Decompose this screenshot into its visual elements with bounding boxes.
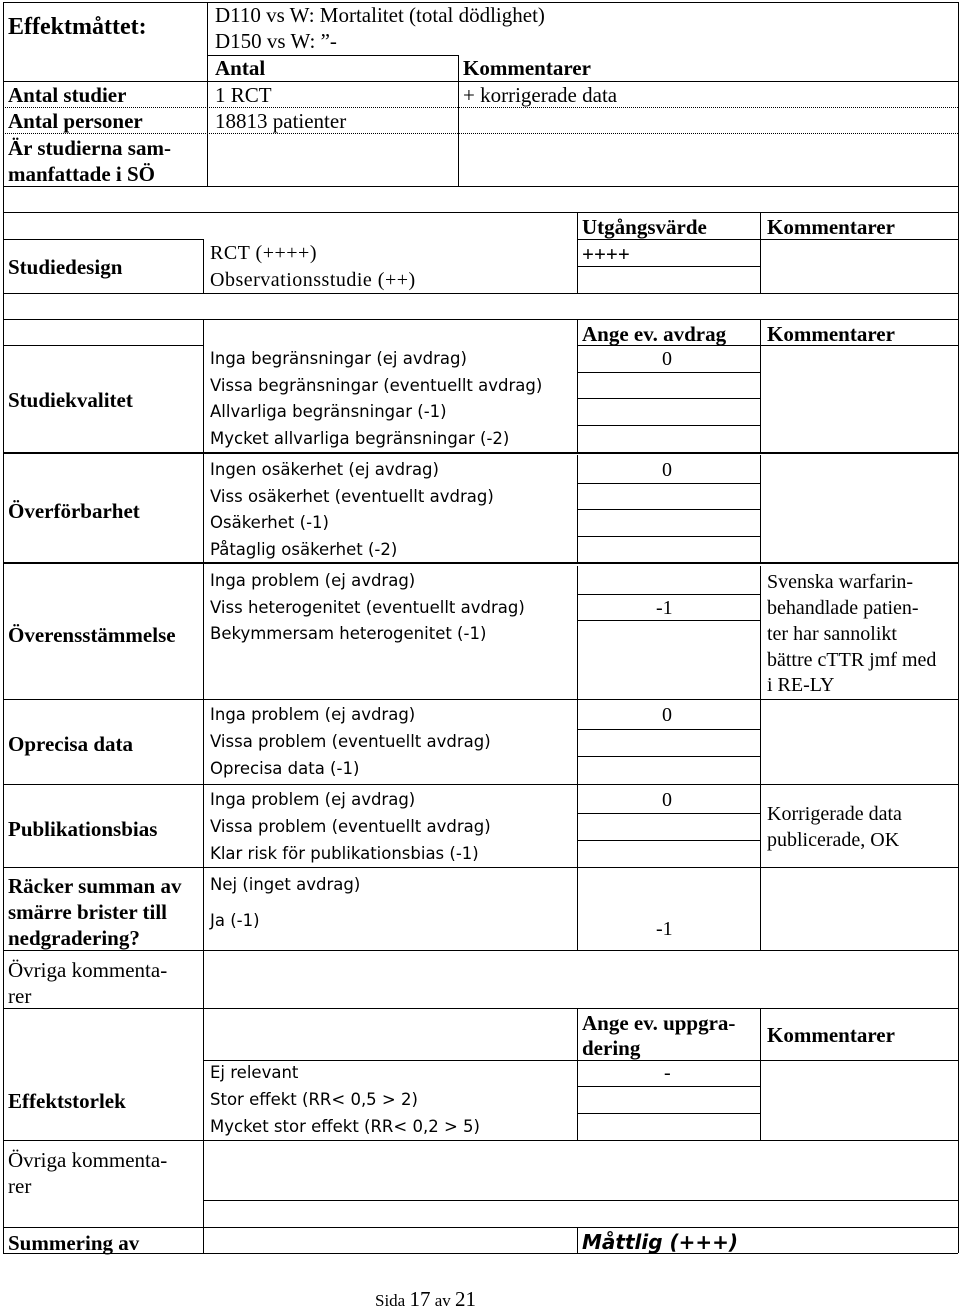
racker-option-nej: Nej (inget avdrag) <box>210 875 361 894</box>
overforbarhet-label: Överförbarhet <box>8 499 140 523</box>
studiedesign-value: ++++ <box>582 242 630 266</box>
antal-studier-label: Antal studier <box>8 83 127 107</box>
oprecisa-option-1: Inga problem (ej avdrag) <box>210 705 416 724</box>
col-header-antal: Antal <box>215 56 266 80</box>
header-ange-uppgradering-2: dering <box>582 1036 641 1060</box>
effektstorlek-option-2: Stor effekt (RR< 0,5 > 2) <box>210 1090 418 1109</box>
racker-summan-label-2: smärre brister till <box>8 900 168 924</box>
publikationsbias-label: Publikationsbias <box>8 817 158 841</box>
oprecisa-option-2: Vissa problem (eventuellt avdrag) <box>210 732 491 751</box>
antal-personer-label: Antal personer <box>8 109 143 133</box>
overensstammelse-option-2: Viss heterogenitet (eventuellt avdrag) <box>210 598 525 617</box>
publikationsbias-option-2: Vissa problem (eventuellt avdrag) <box>210 817 491 836</box>
racker-option-ja: Ja (-1) <box>210 911 260 930</box>
overforbarhet-option-2: Viss osäkerhet (eventuellt avdrag) <box>210 487 494 506</box>
overensstammelse-comment-2: behandlade patien- <box>767 597 919 619</box>
studiekvalitet-option-2: Vissa begränsningar (eventuellt avdrag) <box>210 376 543 395</box>
overforbarhet-option-4: Påtaglig osäkerhet (-2) <box>210 540 398 559</box>
racker-summan-label-1: Räcker summan av <box>8 874 182 898</box>
overensstammelse-value: -1 <box>656 597 673 619</box>
header-kommentarer-grading: Kommentarer <box>767 322 895 346</box>
antal-studier-comment: + korrigerade data <box>463 83 618 107</box>
antal-studier-value: 1 RCT <box>215 83 272 107</box>
oprecisa-option-3: Oprecisa data (-1) <box>210 759 360 778</box>
overforbarhet-option-3: Osäkerhet (-1) <box>210 513 329 532</box>
studiekvalitet-option-1: Inga begränsningar (ej avdrag) <box>210 349 467 368</box>
header-kommentarer-uppgradering: Kommentarer <box>767 1023 895 1047</box>
studiekvalitet-value: 0 <box>662 348 672 370</box>
ovriga-kommentarer-1-line-1: Övriga kommenta- <box>8 958 168 982</box>
col-header-kommentarer: Kommentarer <box>463 56 591 80</box>
effektstorlek-option-3: Mycket stor effekt (RR< 0,2 > 5) <box>210 1117 480 1136</box>
publikationsbias-option-3: Klar risk för publikationsbias (-1) <box>210 844 479 863</box>
overforbarhet-value: 0 <box>662 459 672 481</box>
oprecisa-data-label: Oprecisa data <box>8 732 134 756</box>
footer-sida: Sida <box>375 1291 406 1310</box>
overensstammelse-option-3: Bekymmersam heterogenitet (-1) <box>210 624 487 643</box>
effektmattet-label: Effektmåttet: <box>8 14 147 40</box>
footer-av: av <box>434 1291 451 1310</box>
summering-label: Summering av <box>8 1231 140 1255</box>
summering-value: Måttlig (+++) <box>582 1230 739 1254</box>
publikationsbias-comment-1: Korrigerade data <box>767 803 902 825</box>
studiedesign-option-observationsstudie: Observationsstudie (++) <box>210 269 416 291</box>
footer-page-total: 21 <box>455 1287 477 1311</box>
overensstammelse-option-1: Inga problem (ej avdrag) <box>210 571 416 590</box>
ovriga-kommentarer-2-line-2: rer <box>8 1174 32 1198</box>
overensstammelse-label: Överensstämmelse <box>8 623 176 647</box>
antal-personer-value: 18813 patienter <box>215 109 347 133</box>
racker-value: -1 <box>656 918 673 940</box>
studiekvalitet-option-4: Mycket allvarliga begränsningar (-2) <box>210 429 510 448</box>
effektstorlek-option-1: Ej relevant <box>210 1063 299 1082</box>
overensstammelse-comment-1: Svenska warfarin- <box>767 571 914 593</box>
header-kommentarer-design: Kommentarer <box>767 215 895 239</box>
studiekvalitet-option-3: Allvarliga begränsningar (-1) <box>210 402 447 421</box>
sammanfattade-label-2: manfattade i SÖ <box>8 162 155 186</box>
ovriga-kommentarer-2-line-1: Övriga kommenta- <box>8 1148 168 1172</box>
effektmatt-line-2: D150 vs W: ”- <box>215 29 337 53</box>
header-utgangsvarde: Utgångsvärde <box>582 215 707 239</box>
footer-page-number: 17 <box>409 1287 431 1311</box>
studiekvalitet-label: Studiekvalitet <box>8 388 133 412</box>
racker-summan-label-3: nedgradering? <box>8 926 140 950</box>
effektmatt-line-1: D110 vs W: Mortalitet (total dödlighet) <box>215 3 545 27</box>
oprecisa-value: 0 <box>662 704 672 726</box>
header-ange-avdrag: Ange ev. avdrag <box>582 322 727 346</box>
sammanfattade-label-1: Är studierna sam- <box>8 136 171 160</box>
overforbarhet-option-1: Ingen osäkerhet (ej avdrag) <box>210 460 439 479</box>
overensstammelse-comment-5: i RE-LY <box>767 674 835 696</box>
effektstorlek-label: Effektstorlek <box>8 1089 126 1113</box>
publikationsbias-comment-2: publicerade, OK <box>767 829 900 851</box>
header-ange-uppgradering-1: Ange ev. uppgra- <box>582 1011 736 1035</box>
ovriga-kommentarer-1-line-2: rer <box>8 984 32 1008</box>
overensstammelse-comment-3: ter har sannolikt <box>767 623 897 645</box>
effektstorlek-value: - <box>664 1062 671 1084</box>
overensstammelse-comment-4: bättre cTTR jmf med <box>767 649 937 671</box>
page-footer <box>375 1287 476 1312</box>
publikationsbias-value: 0 <box>662 789 672 811</box>
studiedesign-option-rct: RCT (++++) <box>210 242 317 264</box>
publikationsbias-option-1: Inga problem (ej avdrag) <box>210 790 416 809</box>
studiedesign-label: Studiedesign <box>8 255 123 279</box>
